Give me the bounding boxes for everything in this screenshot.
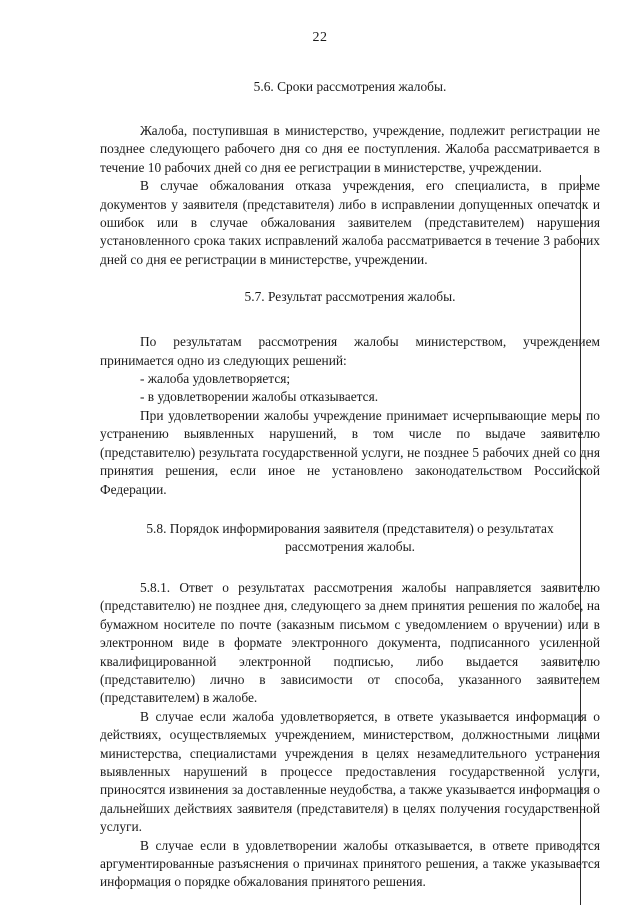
document-body (100, 78, 600, 892)
section-5-7-list-item-1: - жалоба удовлетворяется; (140, 371, 291, 387)
section-5-6-paragraph-2: В случае обжалования отказа учреждения, его специалиста, в приеме документов у заявителя (представителя) либо в исправлении допущенных опечаток и ошибок или в случае обжалования заявителем (представителем) нарушения установленного срока таких исправлений жалоба рассматривается в течение 3 рабочих дней со дня ее регистрации в министерстве, учреждении. (100, 178, 600, 267)
section-5-7-intro: По результатам рассмотрения жалобы министерством, учреждением принимается одно из следующих решений: (100, 334, 600, 368)
section-5-7-list-item-2: - в удовлетворении жалобы отказывается. (140, 389, 379, 405)
section-5-6-heading: 5.6. Сроки рассмотрения жалобы. (253, 79, 447, 94)
page-number: 22 (312, 30, 328, 45)
section-5-8-paragraph-1: 5.8.1. Ответ о результатах рассмотрения жалобы направляется заявителю (представителю) не позднее дня, следующего за днем принятия решения по жалобе, на бумажном носителе по почте (заказным письмом с уведомлением о вручении) или в электронном виде в формате электронного документа, подписанного усиленной квалифицированной электронной подписью, либо выдается заявителю (представителю) лично в зависимости от способа, указанного заявителем (представителем) в жалобе. (100, 579, 600, 706)
section-5-7-paragraph: При удовлетворении жалобы учреждение принимает исчерпывающие меры по устранению выявленных нарушений, в том числе по выдаче заявителю (представителю) результата государственной услуги, не позднее 5 рабочих дней со дня принятия решения, если иное не установлено законодательством Российской Федерации. (100, 407, 600, 497)
section-5-8-heading-line-1: 5.8. Порядок информирования заявителя (представителя) о результатах (146, 520, 554, 536)
section-5-7-heading: 5.7. Результат рассмотрения жалобы. (244, 289, 456, 305)
section-5-6-paragraph-1: Жалоба, поступившая в министерство, учреждение, подлежит регистрации не позднее следующего рабочего дня со дня ее поступления. Жалоба рассматривается в течение 10 рабочих дней со дня ее регистрации в министерстве, учреждении. (100, 123, 600, 175)
section-5-8-paragraph-2: В случае если жалоба удовлетворяется, в ответе указывается информация о действиях, осуществляемых учреждением, министерством, должностными лицами министерства, специалистами учреждения в целях незамедлительного устранения выявленных нарушений в процессе предоставления государственной услуги, приносятся извинения за доставленные неудобства, а также указывается информация о дальнейших действиях заявителя (представителя) в целях получения государственной услуги. (100, 708, 600, 835)
section-5-8-paragraph-3: В случае если в удовлетворении жалобы отказывается, в ответе приводятся аргументированные разъяснения о причинах принятого решения, а также указывается информация о порядке обжалования принятого решения. (100, 837, 600, 890)
section-5-8-heading-line-2: рассмотрения жалобы. (285, 538, 415, 554)
